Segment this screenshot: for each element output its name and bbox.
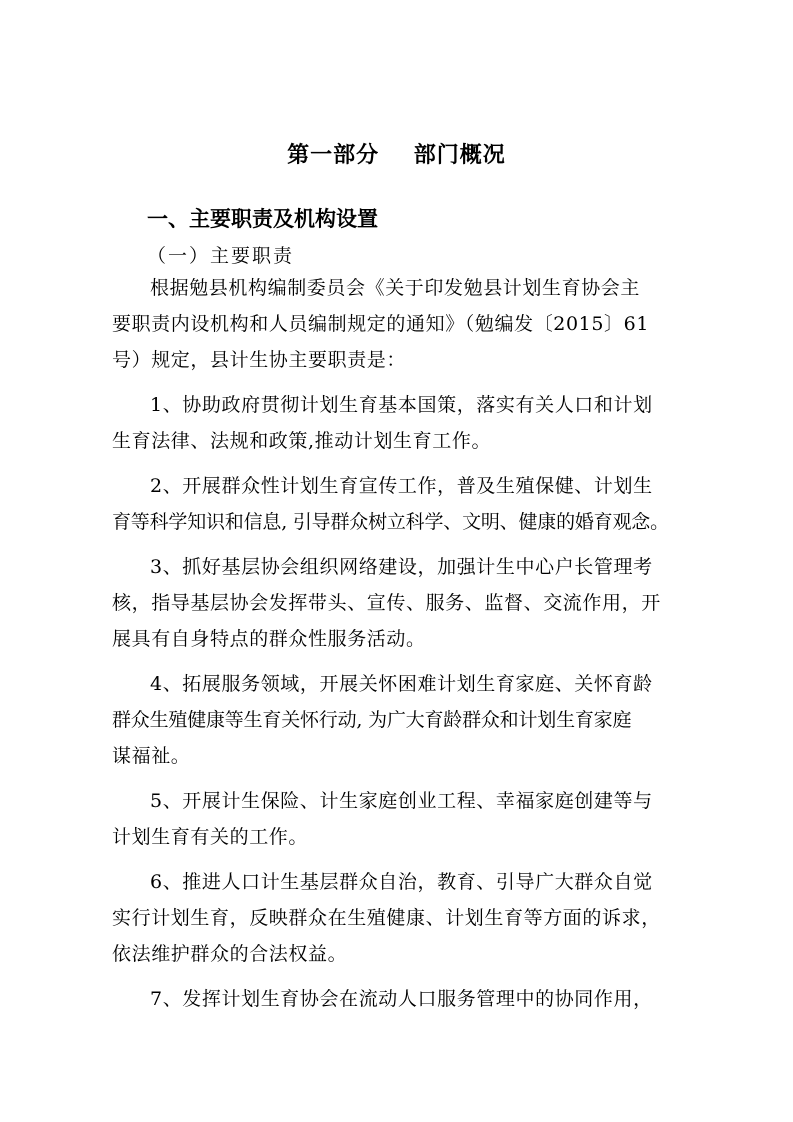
- paragraph-duty-1: [112, 387, 692, 459]
- body-text: [112, 270, 692, 1026]
- paragraph-duty-2: [112, 468, 692, 540]
- page-title: 第一部分 部门概况: [287, 143, 506, 168]
- text-line: 根据勉县机构编制委员会《关于印发勉县计划生育协会主: [150, 277, 641, 299]
- text-line: 号）规定，县计生协主要职责是：: [112, 349, 407, 371]
- text-line: 群众生殖健康等生育关怀行动, 为广大育龄群众和计划生育家庭: [112, 709, 632, 731]
- paragraph-duty-3: [112, 549, 692, 657]
- section-heading: 一、主要职责及机构设置: [147, 207, 378, 231]
- text-line: 2、开展群众性计划生育宣传工作，普及生殖保健、计划生: [150, 475, 653, 497]
- text-line: 1、协助政府贯彻计划生育基本国策，落实有关人口和计划: [150, 394, 653, 416]
- paragraph-intro: [112, 270, 692, 378]
- sub-heading: （一）主要职责: [147, 245, 295, 267]
- text-line: 要职责内设机构和人员编制规定的通知》（勉编发〔2015〕61: [112, 313, 650, 335]
- text-line: 核，指导基层协会发挥带头、宣传、服务、监督、交流作用，开: [112, 592, 661, 614]
- paragraph-duty-6: [112, 864, 692, 972]
- text-line: 育等科学知识和信息, 引导群众树立科学、文明、健康的婚育观念。: [112, 511, 669, 533]
- text-line: 4、拓展服务领域，开展关怀困难计划生育家庭、关怀育龄: [150, 673, 653, 695]
- text-line: 展具有自身特点的群众性服务活动。: [112, 628, 426, 650]
- text-line: 6、推进人口计生基层群众自治，教育、引导广大群众自觉: [150, 871, 653, 893]
- text-line: 生育法律、法规和政策,推动计划生育工作。: [112, 430, 492, 452]
- paragraph-duty-7: [112, 981, 692, 1017]
- text-line: 计划生育有关的工作。: [112, 826, 309, 848]
- text-line: 谋福祉。: [112, 745, 191, 767]
- text-line: 5、开展计生保险、计生家庭创业工程、幸福家庭创建等与: [150, 790, 653, 812]
- paragraph-duty-5: [112, 783, 692, 855]
- paragraph-duty-4: [112, 666, 692, 774]
- text-line: 7、发挥计划生育协会在流动人口服务管理中的协同作用，: [150, 988, 653, 1010]
- text-line: 实行计划生育，反映群众在生殖健康、计划生育等方面的诉求，: [112, 907, 661, 929]
- text-line: 3、抓好基层协会组织网络建设，加强计生中心户长管理考: [150, 556, 653, 578]
- text-line: 依法维护群众的合法权益。: [112, 943, 348, 965]
